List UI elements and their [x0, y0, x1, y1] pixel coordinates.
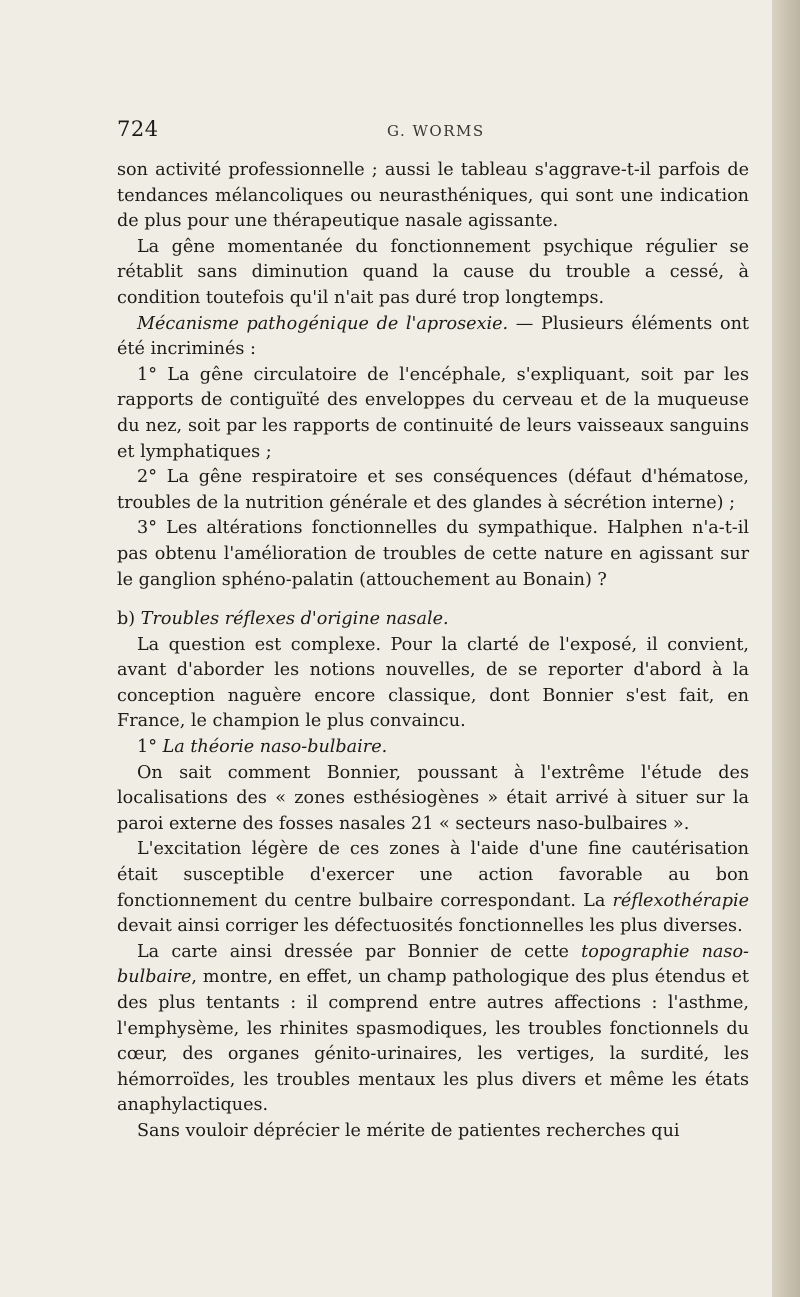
subsection-title: Mécanisme pathogénique de l'aprosexie. [137, 313, 509, 334]
page-number: 724 [117, 117, 159, 141]
paragraph-text: La carte ainsi dressée par Bonnier de cette [137, 941, 582, 962]
list-item: 1° La gêne circulatoire de l'encéphale, s'expliquant, soit par les rapports de contiguïté des enveloppes du cerveau et de la muqueuse du nez, soit par les rapports de continuité de leurs vaisseaux sanguins et lymphatiques ; [117, 364, 749, 462]
section-title: Troubles réflexes d'origine nasale. [140, 609, 449, 630]
paragraph [117, 312, 749, 363]
paragraph: La gêne momentanée du fonctionnement psychique régulier se rétablit sans diminution quand la cause du trouble a cessé, à condition toutefois qu'il n'ait pas duré trop longtemps. [117, 236, 749, 308]
subsection-title: La théorie naso-bulbaire. [162, 737, 388, 758]
page-edge-shadow [772, 0, 800, 1297]
paragraph: On sait comment Bonnier, poussant à l'extrême l'étude des localisations des « zones esthésiogènes » était arrivé à situer sur la paroi externe des fosses nasales 21 « secteurs naso-bulbaires ». [117, 762, 749, 834]
section-label: b) [117, 609, 141, 630]
subsection-heading [117, 735, 749, 761]
list-item: 3° Les altérations fonctionnelles du sympathique. Halphen n'a-t-il pas obtenu l'amélioration de troubles de cette nature en agissant sur le ganglion sphéno-palatin (attouchement au Bonain) ? [117, 518, 749, 590]
running-head: G. WORMS [387, 122, 485, 140]
emphasis: réflexothérapie [612, 890, 749, 911]
paragraph-text: — Plusieurs éléments ont été incriminés : [117, 313, 749, 360]
paragraph-text: , montre, en effet, un champ pathologique des plus étendus et des plus tentants : il comprend entre autres affections : l'asthme, l'emphysème, les rhinites spasmodiques, les troubles fonctionnels du cœur, des organes génito-urinaires, les vertiges, la surdité, les hémorroïdes, les troubles mentaux les plus divers et même les états anaphylactiques. [117, 967, 749, 1116]
page-header [117, 117, 757, 145]
paragraph [117, 940, 749, 1119]
paragraph: La question est complexe. Pour la clarté de l'exposé, il convient, avant d'aborder les notions nouvelles, de se reporter d'abord à la conception naguère encore classique, dont Bonnier s'est fait, en France, le champion le plus convaincu. [117, 634, 749, 732]
paragraph-text: L'excitation légère de ces zones à l'aide d'une fine cautérisation était susceptible d'exercer une action favorable au bon fonctionnement du centre bulbaire correspondant. La [117, 839, 749, 911]
paragraph [117, 837, 749, 939]
section-heading [117, 607, 749, 633]
paragraph: Sans vouloir déprécier le mérite de patientes recherches qui [137, 1120, 680, 1141]
paragraph: son activité professionnelle ; aussi le tableau s'aggrave-t-il parfois de tendances mélancoliques ou neurasthéniques, qui sont une indication de plus pour une thérapeutique nasale agissante. [117, 160, 749, 232]
list-item: 2° La gêne respiratoire et ses conséquences (défaut d'hématose, troubles de la nutrition générale et des glandes à sécrétion interne) ; [117, 467, 749, 513]
emphasis: topographie naso-bulbaire [117, 941, 749, 988]
body-text [117, 158, 749, 1145]
paragraph-text: devait ainsi corriger les défectuosités fonctionnelles les plus diverses. [117, 916, 743, 937]
subsection-label: 1° [137, 737, 163, 758]
